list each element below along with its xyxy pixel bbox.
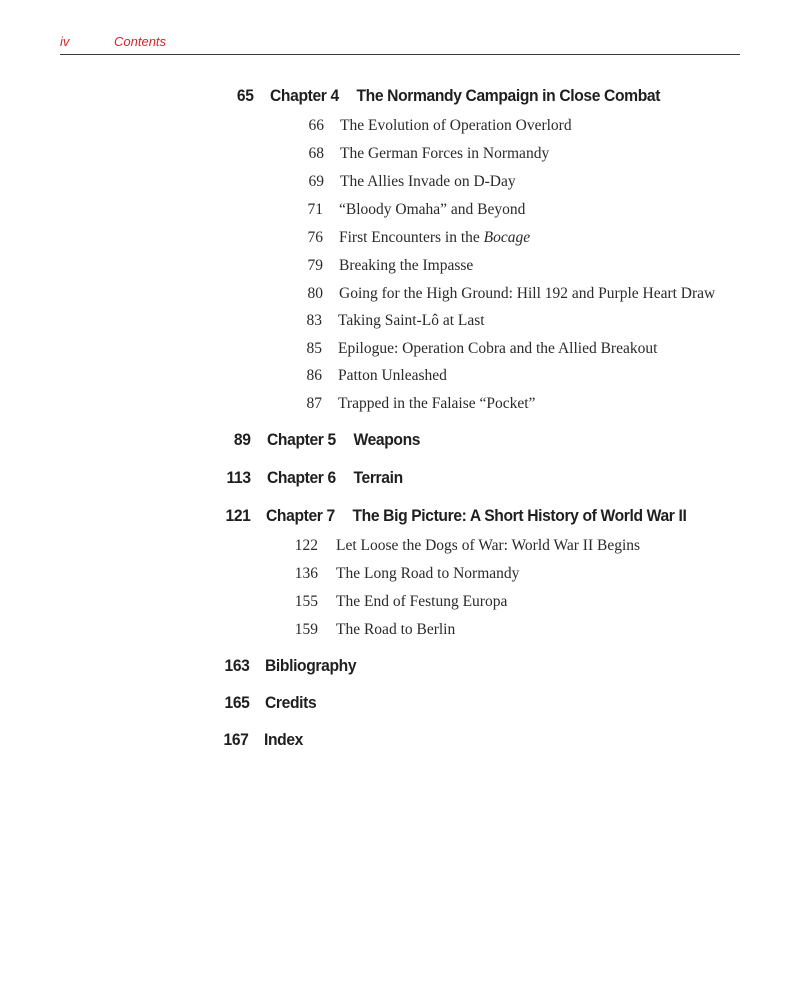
section-page: 86: [306, 367, 322, 384]
section-title: Breaking the Impasse: [339, 257, 474, 274]
toc-section[interactable]: [308, 145, 550, 163]
credits-title: Credits: [265, 693, 317, 712]
credits-page: 165: [224, 693, 250, 712]
section-title: “Bloody Omaha” and Beyond: [339, 201, 526, 218]
section-title: The Allies Invade on D-Day: [340, 173, 516, 190]
section-title: The German Forces in Normandy: [340, 145, 550, 162]
section-title-emphasis: Bocage: [483, 229, 531, 246]
section-title: The End of Festung Europa: [336, 593, 508, 610]
index-page: 167: [223, 730, 249, 749]
chapter-4-label: Chapter 4: [270, 86, 339, 105]
toc-credits[interactable]: [224, 693, 317, 713]
chapter-4-title: The Normandy Campaign in Close Combat: [356, 86, 661, 105]
chapter-7-label: Chapter 7: [266, 506, 335, 525]
section-page: 71: [307, 201, 323, 218]
chapter-5-label: Chapter 5: [267, 430, 336, 449]
section-title-text: First Encounters in the: [339, 229, 484, 246]
toc-section[interactable]: [294, 621, 456, 639]
section-title: Going for the High Ground: Hill 192 and Purple Heart Draw: [339, 285, 716, 302]
section-title: The Long Road to Normandy: [336, 565, 520, 582]
toc-section[interactable]: [306, 395, 536, 413]
section-title: The Road to Berlin: [336, 621, 456, 638]
chapter-6-label: Chapter 6: [267, 468, 336, 487]
section-page: 69: [308, 173, 324, 190]
section-page: 85: [306, 340, 322, 357]
toc-section[interactable]: [308, 117, 572, 135]
section-page: 155: [294, 593, 318, 610]
section-page: 79: [307, 257, 323, 274]
chapter-6-title: Terrain: [353, 468, 403, 487]
section-page: 122: [294, 537, 318, 554]
section-page: 68: [308, 145, 324, 162]
running-head: Contents: [114, 34, 167, 49]
page-folio: iv: [60, 34, 70, 49]
chapter-5-title: Weapons: [353, 430, 421, 449]
section-title: Taking Saint-Lô at Last: [338, 312, 485, 329]
toc-index[interactable]: [223, 730, 304, 750]
toc-chapter-7[interactable]: [225, 506, 687, 526]
toc-section[interactable]: [308, 173, 516, 191]
section-title: Epilogue: Operation Cobra and the Allied Breakout: [338, 340, 658, 357]
section-title: The Evolution of Operation Overlord: [340, 117, 572, 134]
section-title: Patton Unleashed: [338, 367, 447, 384]
section-page: 76: [307, 229, 323, 246]
section-page: 136: [294, 565, 318, 582]
section-title: [339, 229, 530, 246]
toc-section[interactable]: [307, 201, 526, 219]
toc-chapter-4[interactable]: [236, 86, 661, 106]
section-page: 83: [306, 312, 322, 329]
toc-chapter-5[interactable]: [233, 430, 421, 450]
section-page: 80: [307, 285, 323, 302]
toc-section[interactable]: [307, 285, 716, 303]
toc-section[interactable]: [294, 537, 641, 555]
section-page: 87: [306, 395, 322, 412]
toc-bibliography[interactable]: [224, 656, 357, 676]
toc-section[interactable]: [294, 593, 508, 611]
toc-section[interactable]: [294, 565, 520, 583]
chapter-4-page: 65: [236, 86, 254, 105]
bibliography-title: Bibliography: [265, 656, 357, 675]
toc-section[interactable]: [307, 229, 531, 247]
section-title: Trapped in the Falaise “Pocket”: [338, 395, 536, 412]
toc-section[interactable]: [306, 340, 658, 358]
chapter-5-page: 89: [233, 430, 251, 449]
toc-section[interactable]: [306, 367, 447, 385]
index-title: Index: [264, 730, 304, 749]
chapter-7-title: The Big Picture: A Short History of World War II: [352, 506, 687, 525]
chapter-6-page: 113: [226, 468, 251, 487]
section-page: 66: [308, 117, 324, 134]
page-header: [60, 32, 740, 55]
chapter-7-page: 121: [225, 506, 251, 525]
toc-chapter-6[interactable]: [226, 468, 403, 488]
section-page: 159: [294, 621, 318, 638]
toc-section[interactable]: [307, 257, 474, 275]
bibliography-page: 163: [224, 656, 250, 675]
section-title: Let Loose the Dogs of War: World War II Begins: [336, 537, 641, 554]
toc-section[interactable]: [306, 312, 485, 330]
